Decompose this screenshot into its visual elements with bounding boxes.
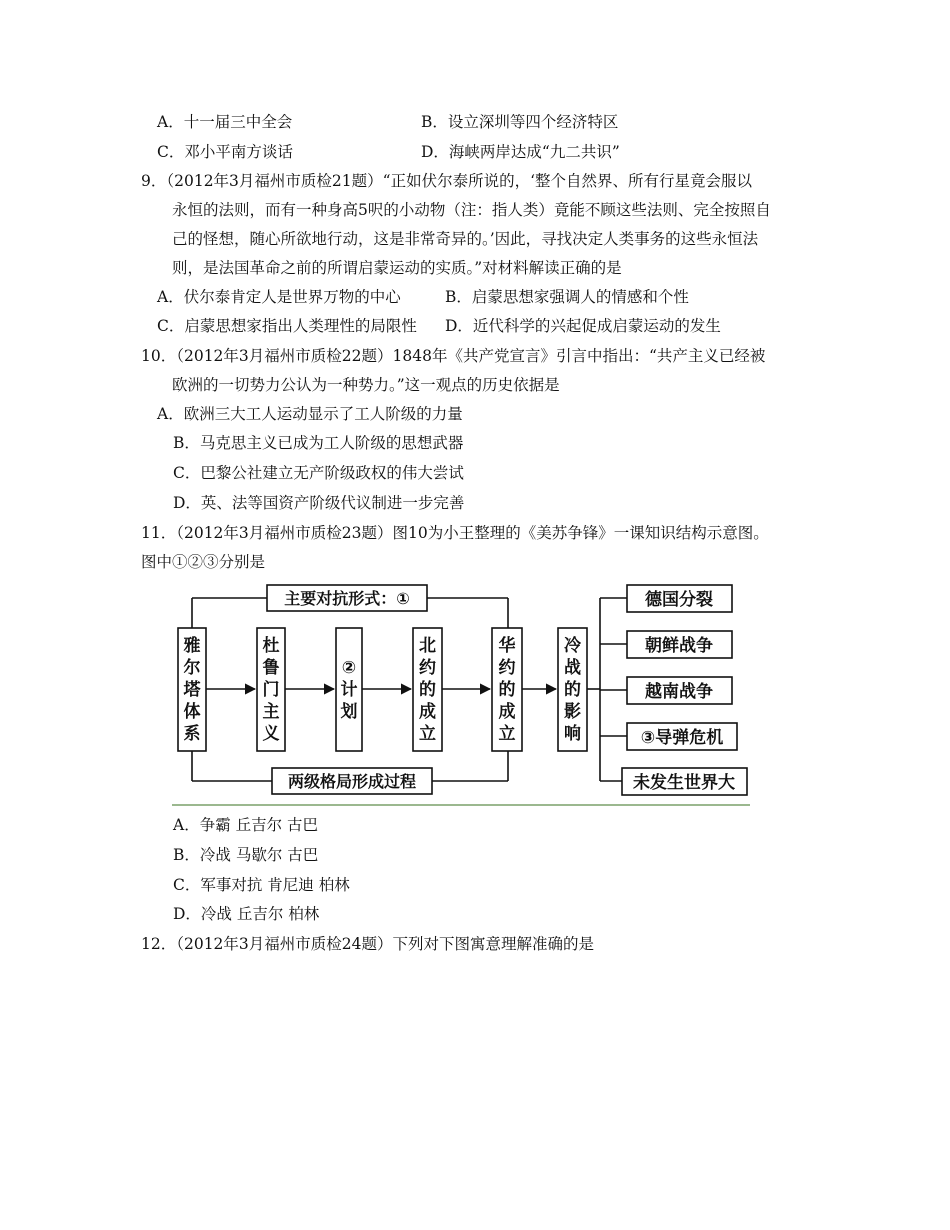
bottom-label: 两级格局形成过程 xyxy=(287,772,417,791)
cold-war-structure-diagram xyxy=(172,580,750,808)
step-label-impact: 冷战的影响 xyxy=(564,636,581,744)
step-label-marshall: ② 计划 xyxy=(340,658,358,722)
effect-label-4: ③导弹危机 xyxy=(640,728,724,748)
q10-option-a: A．欧洲三大工人运动显示了工人阶级的力量 xyxy=(157,405,463,423)
q8-option-a: A．十一届三中全会 xyxy=(157,113,293,131)
q10-option-b: B．马克思主义已成为工人阶级的思想武器 xyxy=(173,434,464,452)
q9-option-d: D．近代科学的兴起促成启蒙运动的发生 xyxy=(445,317,721,335)
step-label-warsaw: 华约的成立 xyxy=(498,636,516,744)
q11-option-d: D．冷战 丘吉尔 柏林 xyxy=(173,905,320,923)
q11-stem-line1: 11．（2012年3月福州市质检23题）图10为小王整理的《美苏争锋》一课知识结构示意图。 xyxy=(141,524,769,542)
effect-label-2: 朝鲜战争 xyxy=(645,636,713,656)
q9-option-a: A．伏尔泰肯定人是世界万物的中心 xyxy=(157,288,401,306)
q11-option-c: C．军事对抗 肯尼迪 柏林 xyxy=(173,876,350,894)
top-label: 主要对抗形式：① xyxy=(284,589,410,608)
q10-option-d: D．英、法等国资产阶级代议制进一步完善 xyxy=(173,494,465,512)
q9-option-b: B．启蒙思想家强调人的情感和个性 xyxy=(445,288,689,306)
q9-stem-line2: 永恒的法则，而有一种身高5呎的小动物（注：指人类）竟能不顾这些法则、完全按照自 xyxy=(172,201,771,219)
q8-option-b: B．设立深圳等四个经济特区 xyxy=(421,113,619,131)
effect-label-3: 越南战争 xyxy=(645,682,713,702)
q9-option-c: C．启蒙思想家指出人类理性的局限性 xyxy=(157,317,417,335)
step-label-truman: 杜鲁门主义 xyxy=(262,636,280,744)
q10-option-c: C．巴黎公社建立无产阶级政权的伟大尝试 xyxy=(173,464,464,482)
q10-stem-line2: 欧洲的一切势力公认为一种势力。”这一观点的历史依据是 xyxy=(172,376,560,394)
q9-stem-line4: 则，是法国革命之前的所谓启蒙运动的实质。”对材料解读正确的是 xyxy=(172,259,622,277)
q10-stem-line1: 10．（2012年3月福州市质检22题）1848年《共产党宣言》引言中指出：“共产主义已经被 xyxy=(141,347,766,365)
q8-option-c: C．邓小平南方谈话 xyxy=(157,143,293,161)
q8-option-d: D．海峡两岸达成“九二共识” xyxy=(421,143,620,161)
q11-stem-line2: 图中①②③分别是 xyxy=(141,553,266,571)
q9-stem-line1: 9．（2012年3月福州市质检21题）“正如伏尔泰所说的，‘整个自然界、所有行星竟会服以 xyxy=(141,172,752,190)
step-label-nato: 北约的成立 xyxy=(419,636,436,744)
q9-stem-line3: 己的怪想，随心所欲地行动，这是非常奇异的。’因此，寻找决定人类事务的这些永恒法 xyxy=(172,230,759,248)
q12-stem-line1: 12．（2012年3月福州市质检24题）下列对下图寓意理解准确的是 xyxy=(141,935,595,953)
step-label-yalta: 雅尔塔体系 xyxy=(183,636,201,744)
q11-option-a: A．争霸 丘吉尔 古巴 xyxy=(173,816,319,834)
effect-label-1: 德国分裂 xyxy=(645,590,713,610)
q11-option-b: B．冷战 马歇尔 古巴 xyxy=(173,846,319,864)
effect-label-5: 未发生世界大 xyxy=(633,773,735,793)
